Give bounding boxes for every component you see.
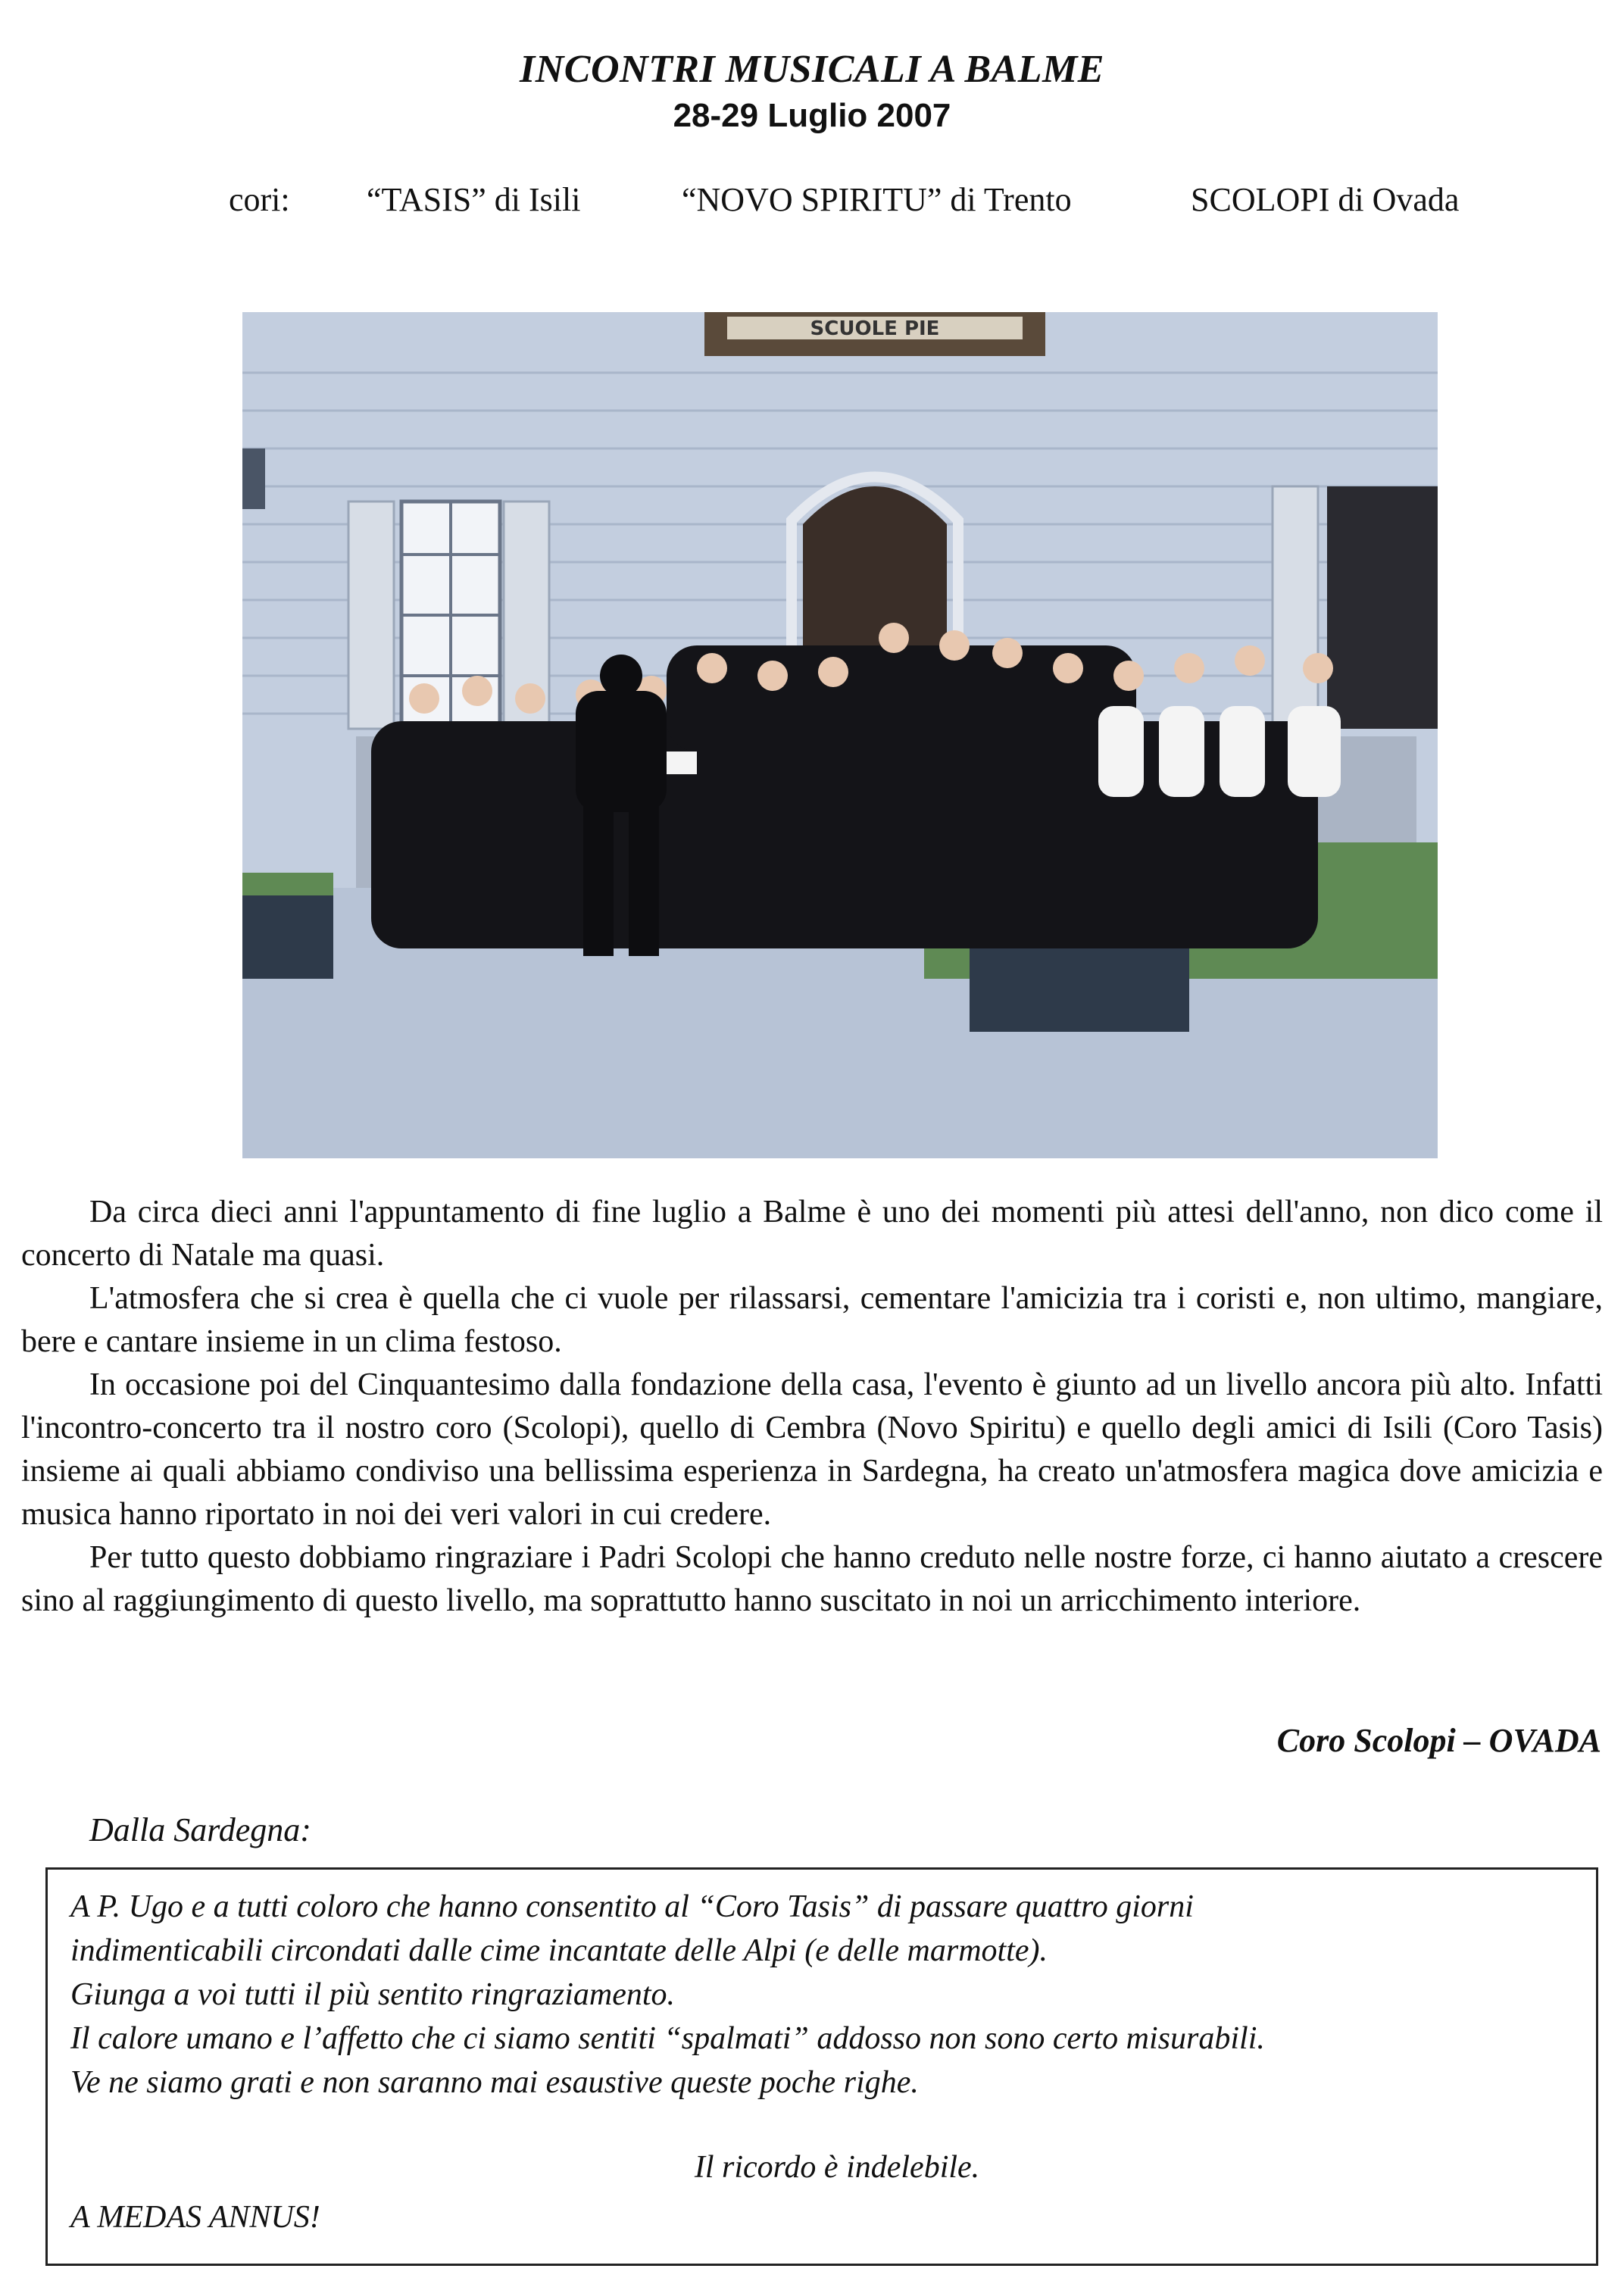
- letter-line: Ve ne siamo grati e non saranno mai esaustive queste poche righe.: [70, 2065, 919, 2100]
- letter-intro: Dalla Sardegna:: [89, 1811, 311, 1848]
- music-sheet: [667, 751, 697, 774]
- letter-farewell: A MEDAS ANNUS!: [70, 2200, 320, 2235]
- article-paragraph: Da circa dieci anni l'appuntamento di fine luglio a Balme è uno dei momenti più attesi dell'anno, non dico come il concerto di Natale ma quasi.: [21, 1195, 1603, 1273]
- letter-line: Il calore umano e l’affetto che ci siamo sentiti “spalmati” addosso non sono certo misurabili.: [70, 2021, 1265, 2056]
- article-paragraph: Per tutto questo dobbiamo ringraziare i Padri Scolopi che hanno creduto nelle nostre forze, ci hanno aiutato a crescere sino al raggiungimento di questo livello, ma soprattutto hanno suscitato in noi un arricchimento interiore.: [21, 1540, 1603, 1618]
- choirs-label: cori:: [229, 181, 290, 218]
- shutter-right: [1273, 486, 1318, 729]
- choir-photo: [242, 312, 1438, 1158]
- window-right: [1327, 486, 1438, 729]
- choir-tasis: “TASIS” di Isili: [367, 181, 581, 218]
- article-signature: Coro Scolopi – OVADA: [1276, 1722, 1601, 1759]
- shutter-left-1: [348, 502, 394, 729]
- event-date: 28-29 Luglio 2007: [673, 97, 951, 134]
- letter-line: indimenticabili circondati dalle cime incantate delle Alpi (e delle marmotte).: [70, 1933, 1048, 1968]
- school-sign-text: SCUOLE PIE: [810, 317, 940, 340]
- article-paragraph: In occasione poi del Cinquantesimo dalla fondazione della casa, l'evento è giunto ad un livello ancora più alto. Infatti l'incontro-concerto tra il nostro coro (Scolopi), quello di Cembra (Novo Spiritu) e quello degli amici di Isili (Coro Tasis) insieme ai quali abbiamo condiviso una bellissima esperienza in Sardegna, ha creato un'atmosfera magica dove amicizia e musica hanno riportato in noi dei veri valori in cui credere.: [21, 1367, 1603, 1532]
- planter-left: [242, 895, 333, 979]
- wall-lamp: [242, 448, 265, 509]
- article-body: [21, 1191, 1603, 1623]
- letter-box: [45, 1867, 1598, 2266]
- choir-novo-spiritu: “NOVO SPIRITU” di Trento: [682, 181, 1072, 218]
- letter-line: Giunga a voi tutti il più sentito ringraziamento.: [70, 1977, 675, 2012]
- letter-line: A P. Ugo e a tutti coloro che hanno consentito al “Coro Tasis” di passare quattro giorni: [70, 1889, 1194, 1924]
- choir-scolopi: SCOLOPI di Ovada: [1191, 181, 1460, 218]
- choir-photo-illustration: [242, 312, 1438, 1158]
- letter-closing: Il ricordo è indelebile.: [694, 2150, 980, 2185]
- article-paragraph: L'atmosfera che si crea è quella che ci vuole per rilassarsi, cementare l'amicizia tra i coristi e, non ultimo, mangiare, bere e cantare insieme in un clima festoso.: [21, 1281, 1603, 1359]
- page-title: INCONTRI MUSICALI A BALME: [519, 48, 1104, 91]
